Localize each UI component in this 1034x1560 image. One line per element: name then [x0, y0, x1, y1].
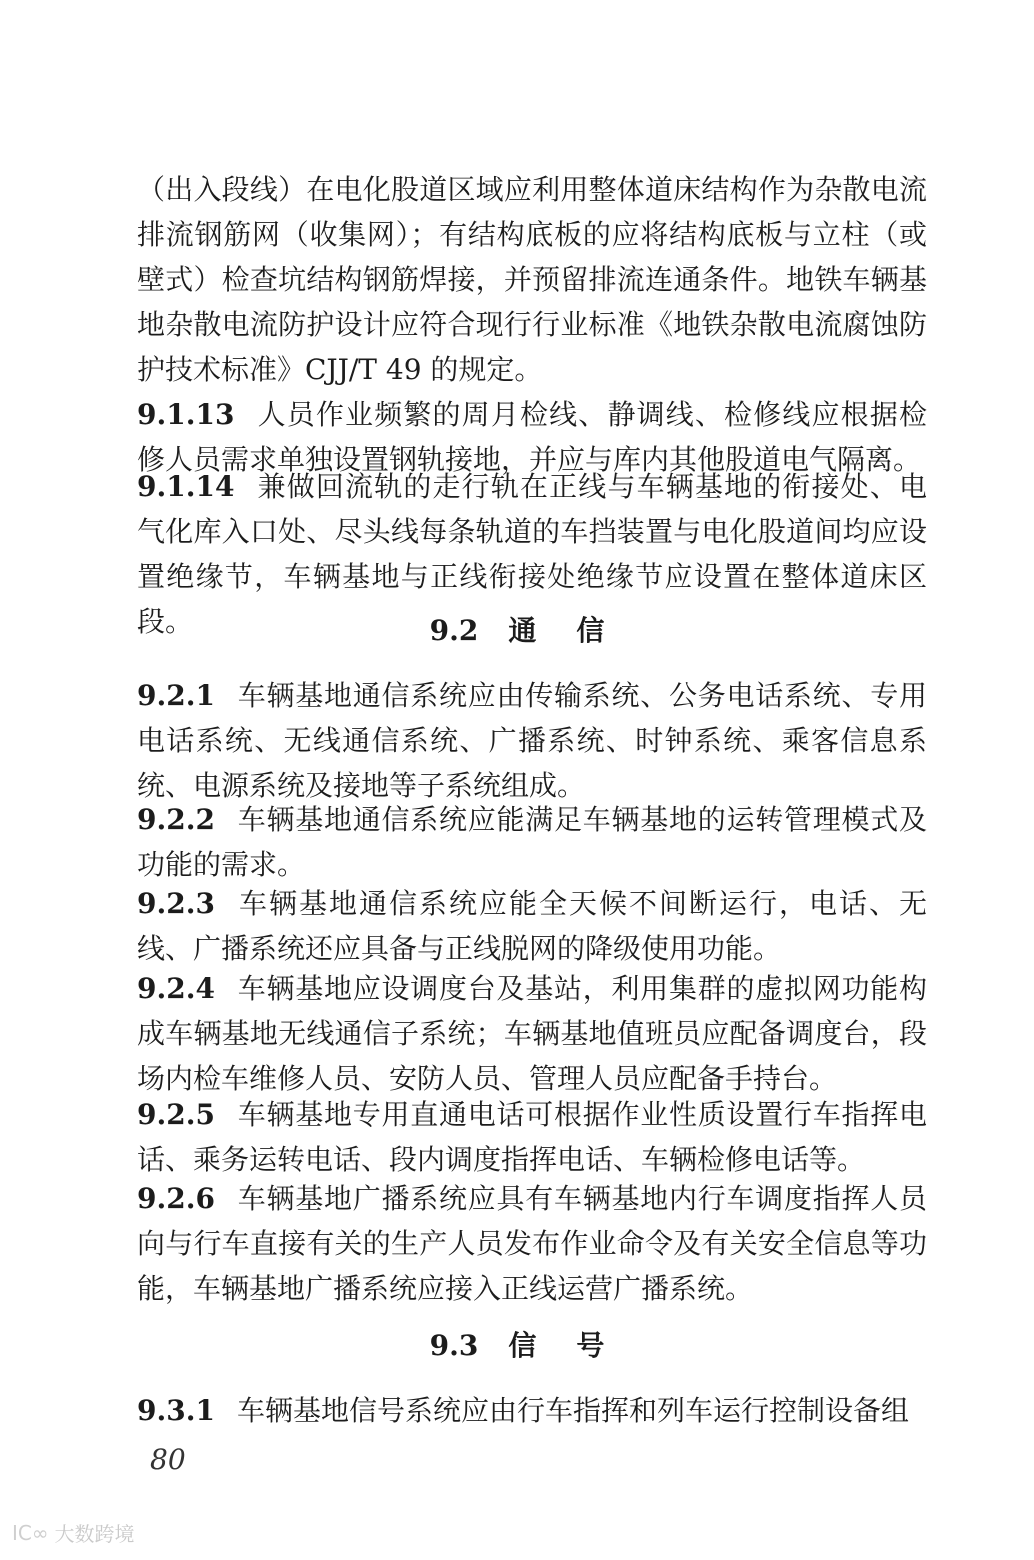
clause-9-2-4	[137, 966, 927, 1101]
clause-text: 车辆基地通信系统应能全天候不间断运行，电话、无线、广播系统还应具备与正线脱网的降级使用功能。	[137, 887, 927, 965]
watermark	[12, 1518, 135, 1547]
clause-9-2-5	[137, 1092, 927, 1182]
section-title: 通信	[508, 614, 645, 647]
clause-number: 9.2.2	[137, 803, 215, 836]
clause-number: 9.2.5	[137, 1098, 215, 1131]
clause-text: 车辆基地广播系统应具有车辆基地内行车调度指挥人员向与行车直接有关的生产人员发布作业命令及有关安全信息等功能，车辆基地广播系统应接入正线运营广播系统。	[137, 1182, 927, 1305]
clause-number: 9.3.1	[137, 1394, 215, 1427]
clause-number: 9.1.14	[137, 470, 235, 503]
watermark-logo-icon: IC∞	[12, 1520, 49, 1545]
clause-text: 人员作业频繁的周月检线、静调线、检修线应根据检修人员需求单独设置钢轨接地，并应与库内其他股道电气隔离。	[137, 398, 927, 476]
clause-text: 车辆基地信号系统应由行车指挥和列车运行控制设备组	[236, 1394, 909, 1427]
section-number: 9.3	[429, 1329, 479, 1362]
clause-number: 9.2.6	[137, 1182, 215, 1215]
clause-9-2-1	[137, 673, 927, 808]
clause-number: 9.2.3	[137, 887, 215, 920]
section-number: 9.2	[429, 614, 479, 647]
clause-9-2-3	[137, 881, 927, 971]
paragraph-continuation	[137, 167, 927, 392]
clause-text: 车辆基地应设调度台及基站，利用集群的虚拟网功能构成车辆基地无线通信子系统；车辆基地值班员应配备调度台，段场内检车维修人员、安防人员、管理人员应配备手持台。	[137, 972, 927, 1095]
clause-text: 车辆基地通信系统应能满足车辆基地的运转管理模式及功能的需求。	[137, 803, 927, 881]
clause-text: 车辆基地专用直通电话可根据作业性质设置行车指挥电话、乘务运转电话、段内调度指挥电话、车辆检修电话等。	[137, 1098, 927, 1176]
section-heading-9-2	[0, 611, 1034, 651]
watermark-text: 大数跨境	[54, 1522, 135, 1546]
clause-9-2-6	[137, 1176, 927, 1311]
clause-number: 9.2.1	[137, 679, 215, 712]
clause-9-2-2	[137, 797, 927, 887]
section-title: 信号	[508, 1329, 645, 1362]
page-number: 80	[150, 1443, 186, 1476]
clause-number: 9.2.4	[137, 972, 215, 1005]
clause-text: 兼做回流轨的走行轨在正线与车辆基地的衔接处、电气化库入口处、尽头线每条轨道的车挡装置与电化股道间均应设置绝缘节，车辆基地与正线衔接处绝缘节应设置在整体道床区段。	[137, 470, 927, 638]
clause-text: 车辆基地通信系统应由传输系统、公务电话系统、专用电话系统、无线通信系统、广播系统、时钟系统、乘客信息系统、电源系统及接地等子系统组成。	[137, 679, 927, 802]
section-heading-9-3	[0, 1326, 1034, 1366]
paragraph-text: （出入段线）在电化股道区域应利用整体道床结构作为杂散电流排流钢筋网（收集网）；有结构底板的应将结构底板与立柱（或壁式）检查坑结构钢筋焊接，并预留排流连通条件。地铁车辆基地杂散电流防护设计应符合现行行业标准《地铁杂散电流腐蚀防护技术标准》CJJ/T 49 的规定。	[137, 173, 927, 386]
clause-9-3-1	[137, 1388, 927, 1433]
clause-number: 9.1.13	[137, 398, 235, 431]
